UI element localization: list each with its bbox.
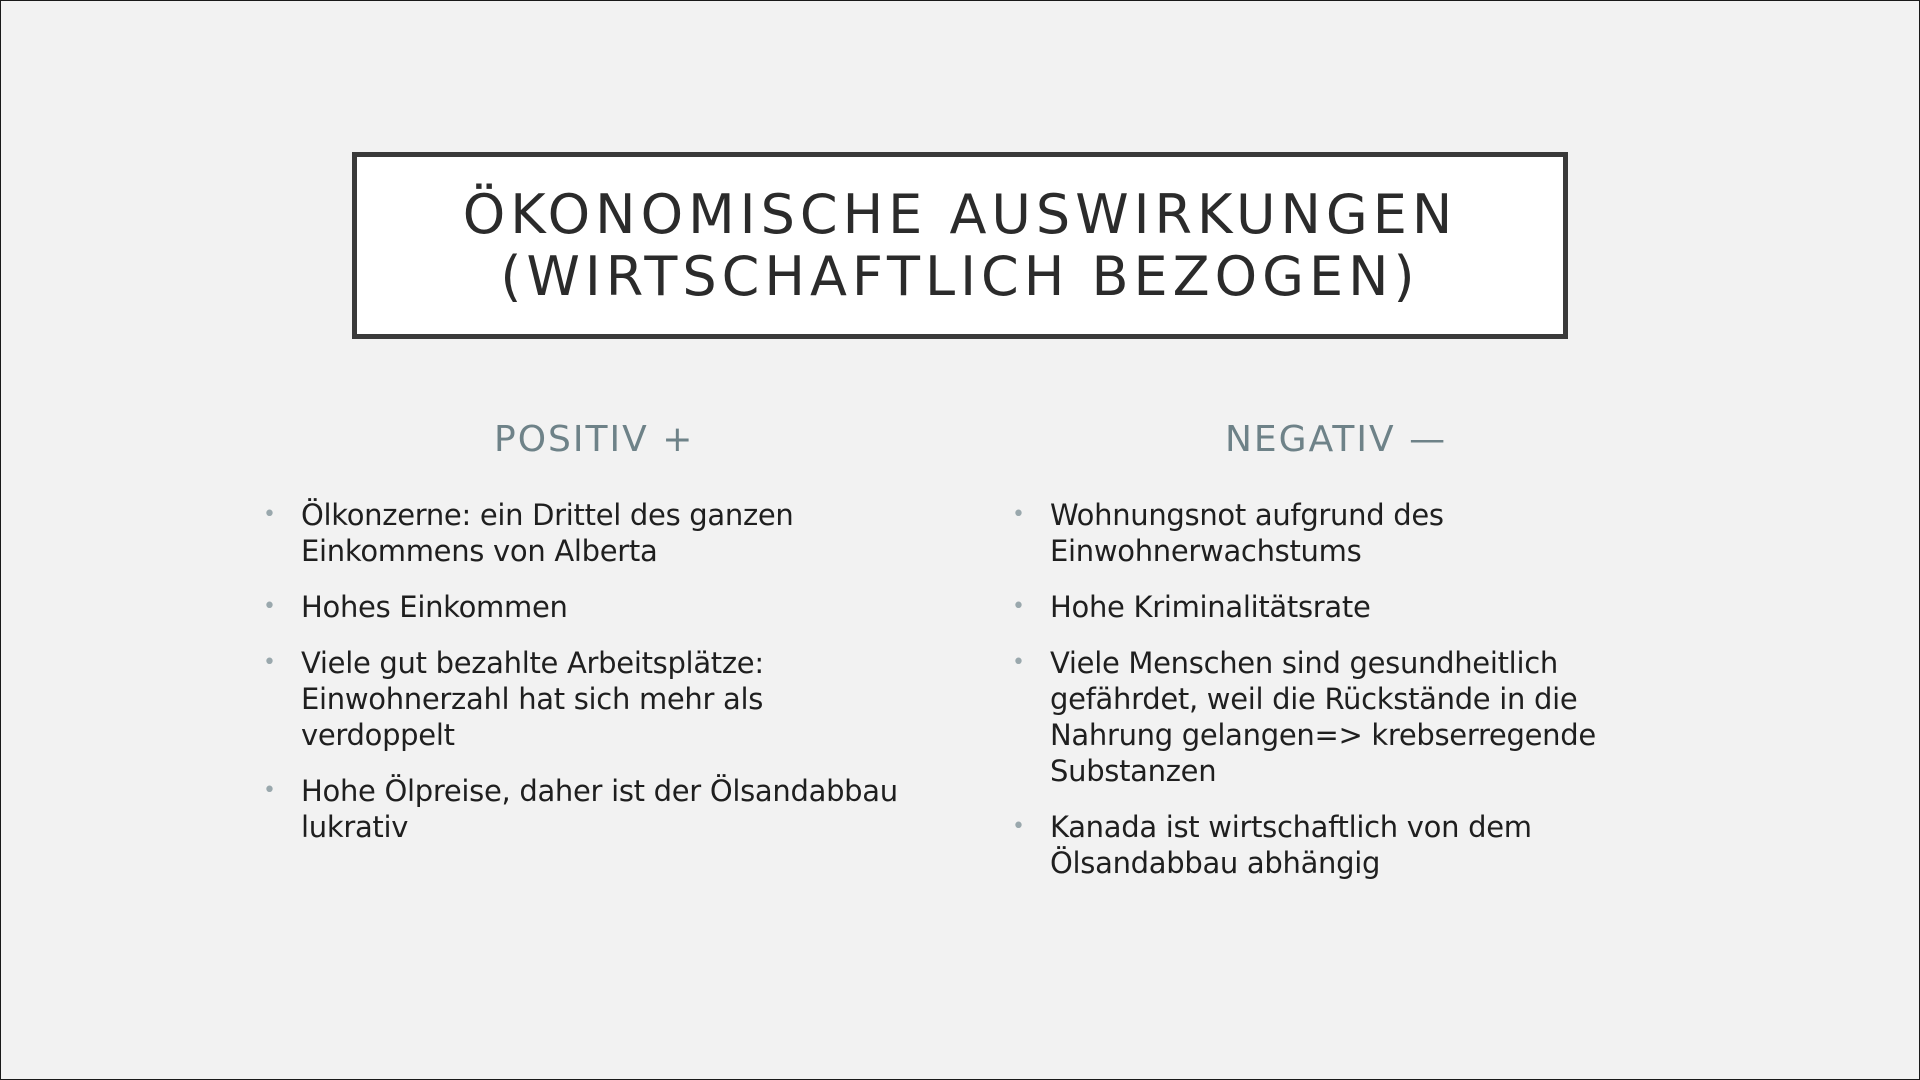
list-item-text: Hohes Einkommen bbox=[301, 590, 568, 624]
list-item bbox=[263, 497, 923, 569]
bullet-icon: • bbox=[1012, 650, 1025, 675]
bullet-icon: • bbox=[263, 502, 276, 527]
list-item-text: Viele gut bezahlte Arbeitsplätze: Einwohnerzahl hat sich mehr als verdoppelt bbox=[301, 646, 764, 752]
bullet-icon: • bbox=[1012, 594, 1025, 619]
list-item-text: Wohnungsnot aufgrund des Einwohnerwachstums bbox=[1050, 498, 1444, 568]
list-item-text: Viele Menschen sind gesundheitlich gefährdet, weil die Rückstände in die Nahrung gelangen=> krebserregende Substanzen bbox=[1050, 646, 1596, 788]
list-item bbox=[1012, 497, 1652, 569]
list-item bbox=[263, 645, 923, 753]
negative-list bbox=[1012, 497, 1652, 901]
bullet-icon: • bbox=[1012, 502, 1025, 527]
positive-list bbox=[263, 497, 923, 865]
title-line-1: ÖKONOMISCHE AUSWIRKUNGEN bbox=[462, 182, 1458, 246]
bullet-icon: • bbox=[263, 594, 276, 619]
list-item bbox=[263, 589, 923, 625]
bullet-icon: • bbox=[263, 778, 276, 803]
bullet-icon: • bbox=[1012, 814, 1025, 839]
list-item-text: Hohe Ölpreise, daher ist der Ölsandabbau lukrativ bbox=[301, 774, 898, 844]
list-item-text: Ölkonzerne: ein Drittel des ganzen Einkommens von Alberta bbox=[301, 498, 794, 568]
list-item-text: Hohe Kriminalitätsrate bbox=[1050, 590, 1371, 624]
title-line-2: (WIRTSCHAFTLICH BEZOGEN) bbox=[500, 244, 1420, 308]
list-item bbox=[1012, 809, 1652, 881]
negative-heading: NEGATIV — bbox=[1225, 419, 1448, 460]
positive-heading: POSITIV + bbox=[494, 419, 695, 460]
list-item bbox=[1012, 645, 1652, 789]
list-item-text: Kanada ist wirtschaftlich von dem Ölsandabbau abhängig bbox=[1050, 810, 1532, 880]
title-box bbox=[352, 152, 1568, 339]
bullet-icon: • bbox=[263, 650, 276, 675]
list-item bbox=[263, 773, 923, 845]
list-item bbox=[1012, 589, 1652, 625]
